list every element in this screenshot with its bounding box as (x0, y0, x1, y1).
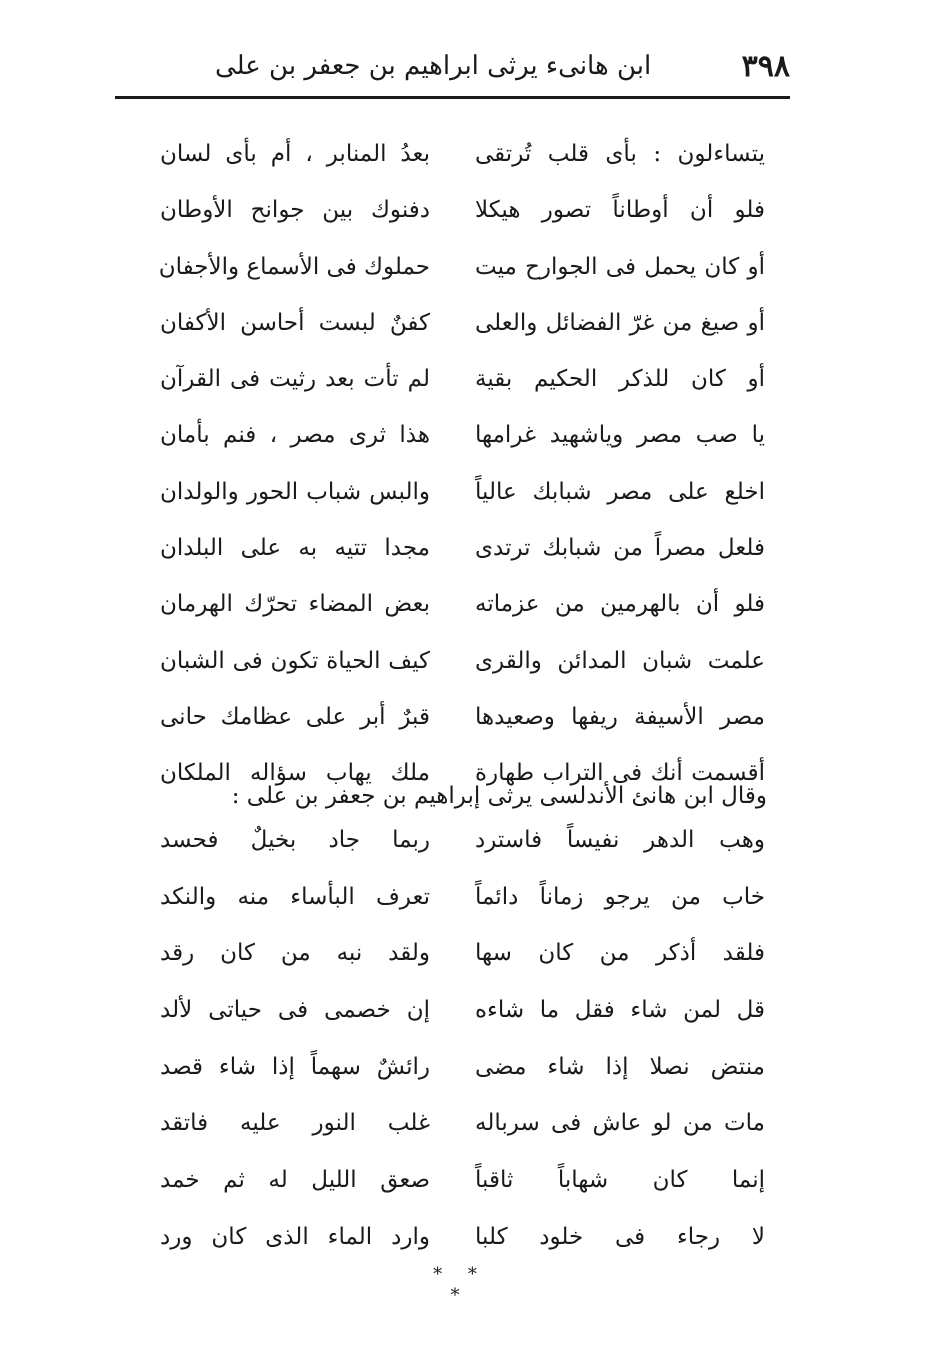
verse-line (150, 869, 765, 926)
first-hemistich: اخلع على مصر شبابك عالياً (475, 478, 765, 505)
first-hemistich: منتض نصلا إذا شاء مضى (475, 1053, 765, 1080)
verse-line (150, 464, 765, 520)
second-hemistich: والبس شباب الحور والولدان (160, 478, 430, 505)
first-hemistich: فلو أن بالهرمين من عزماته (475, 591, 765, 618)
first-hemistich: أو صيغ من غرّ الفضائل والعلى (475, 309, 765, 336)
verse-line (150, 633, 765, 689)
first-hemistich: فلقد أذكر من كان سها (475, 940, 765, 967)
first-hemistich: مات من لو عاش فى سرباله (475, 1110, 765, 1137)
second-hemistich: وارد الماء الذى كان ورد (160, 1223, 430, 1250)
first-hemistich: وهب الدهر نفيساً فاسترد (475, 827, 765, 853)
first-hemistich: فلو أن أوطاناً تصور هيكلا (475, 197, 765, 224)
verse-line (150, 295, 765, 351)
second-hemistich: ولقد نبه من كان رقد (160, 940, 430, 967)
second-hemistich: دفنوك بين جوانح الأوطان (160, 197, 430, 224)
first-hemistich: فلعل مصراً من شبابك ترتدى (475, 535, 765, 562)
poem-introduction: وقال ابن هانئ الأندلسى يرثى إبراهيم بن جعفر بن على : (231, 783, 767, 809)
first-hemistich: أو كان للذكر الحكيم بقية (475, 366, 765, 393)
verse-line (150, 1209, 765, 1266)
second-hemistich: بعض المضاء تحرّك الهرمان (160, 591, 430, 618)
verse-line (150, 520, 765, 576)
second-hemistich: كيف الحياة تكون فى الشبان (160, 647, 430, 674)
second-hemistich: مجدا تتيه به على البلدان (160, 535, 430, 562)
first-hemistich: قل لمن شاء فقل ما شاءه (475, 997, 765, 1024)
first-hemistich: مصر الأسيفة ريفها وصعيدها (475, 703, 765, 730)
second-hemistich: بعدُ المنابر ، أم بأى لسان (160, 141, 430, 167)
second-hemistich: ملك يهاب سؤاله الملكان (160, 760, 430, 787)
page-number: ٣٩٨ (741, 48, 790, 84)
verse-line (150, 925, 765, 982)
verse-line (150, 407, 765, 463)
verse-line (150, 239, 765, 295)
second-hemistich: قبرٌ أبر على عظامك حانى (160, 703, 430, 730)
second-hemistich: تعرف البأساء منه والنكد (160, 883, 430, 910)
verse-line (150, 1095, 765, 1152)
second-hemistich: لم تأت بعد رثيت فى القرآن (160, 366, 430, 393)
second-hemistich: رائشٌ سهماً إذا شاء قصد (160, 1053, 430, 1080)
section-ornament: * * * (433, 1264, 487, 1306)
verse-line (150, 982, 765, 1039)
verse-line (150, 812, 765, 869)
second-hemistich: حملوك فى الأسماع والأجفان (158, 253, 430, 280)
second-hemistich: صعق الليل له ثم خمد (160, 1167, 430, 1194)
poem-2 (150, 812, 765, 1266)
page-header (115, 40, 790, 92)
header-rule (115, 96, 790, 99)
second-hemistich: غلب النور عليه فاتقد (160, 1110, 430, 1137)
poem-1 (150, 126, 765, 802)
second-hemistich: هذا ثرى مصر ، فنم بأمان (160, 422, 430, 449)
second-hemistich: كفنٌ لبست أحاسن الأكفان (160, 309, 430, 336)
second-hemistich: إن خصمى فى حياتى لألد (160, 997, 430, 1024)
verse-line (150, 1039, 765, 1096)
first-hemistich: أو كان يحمل فى الجوارح ميت (475, 253, 765, 280)
first-hemistich: لا رجاء فى خلود كلبا (475, 1223, 765, 1250)
first-hemistich: أقسمت أنك فى التراب طهارة (475, 760, 765, 787)
first-hemistich: يا صب مصر وياشهيد غرامها (475, 422, 765, 449)
verse-line (150, 1152, 765, 1209)
running-head: ابن هانىء يرثى ابراهيم بن جعفر بن على (215, 51, 652, 81)
verse-line (150, 689, 765, 745)
first-hemistich: خاب من يرجو زماناً دائماً (475, 883, 765, 910)
first-hemistich: علمت شبان المدائن والقرى (475, 647, 765, 674)
verse-line (150, 351, 765, 407)
first-hemistich: إنما كان شهاباً ثاقباً (475, 1167, 765, 1194)
first-hemistich: يتساءلون : بأى قلب تُرتقى (475, 141, 765, 167)
verse-line (150, 126, 765, 182)
second-hemistich: ربما جاد بخيلٌ فحسد (160, 827, 430, 853)
verse-line (150, 182, 765, 238)
verse-line (150, 576, 765, 632)
